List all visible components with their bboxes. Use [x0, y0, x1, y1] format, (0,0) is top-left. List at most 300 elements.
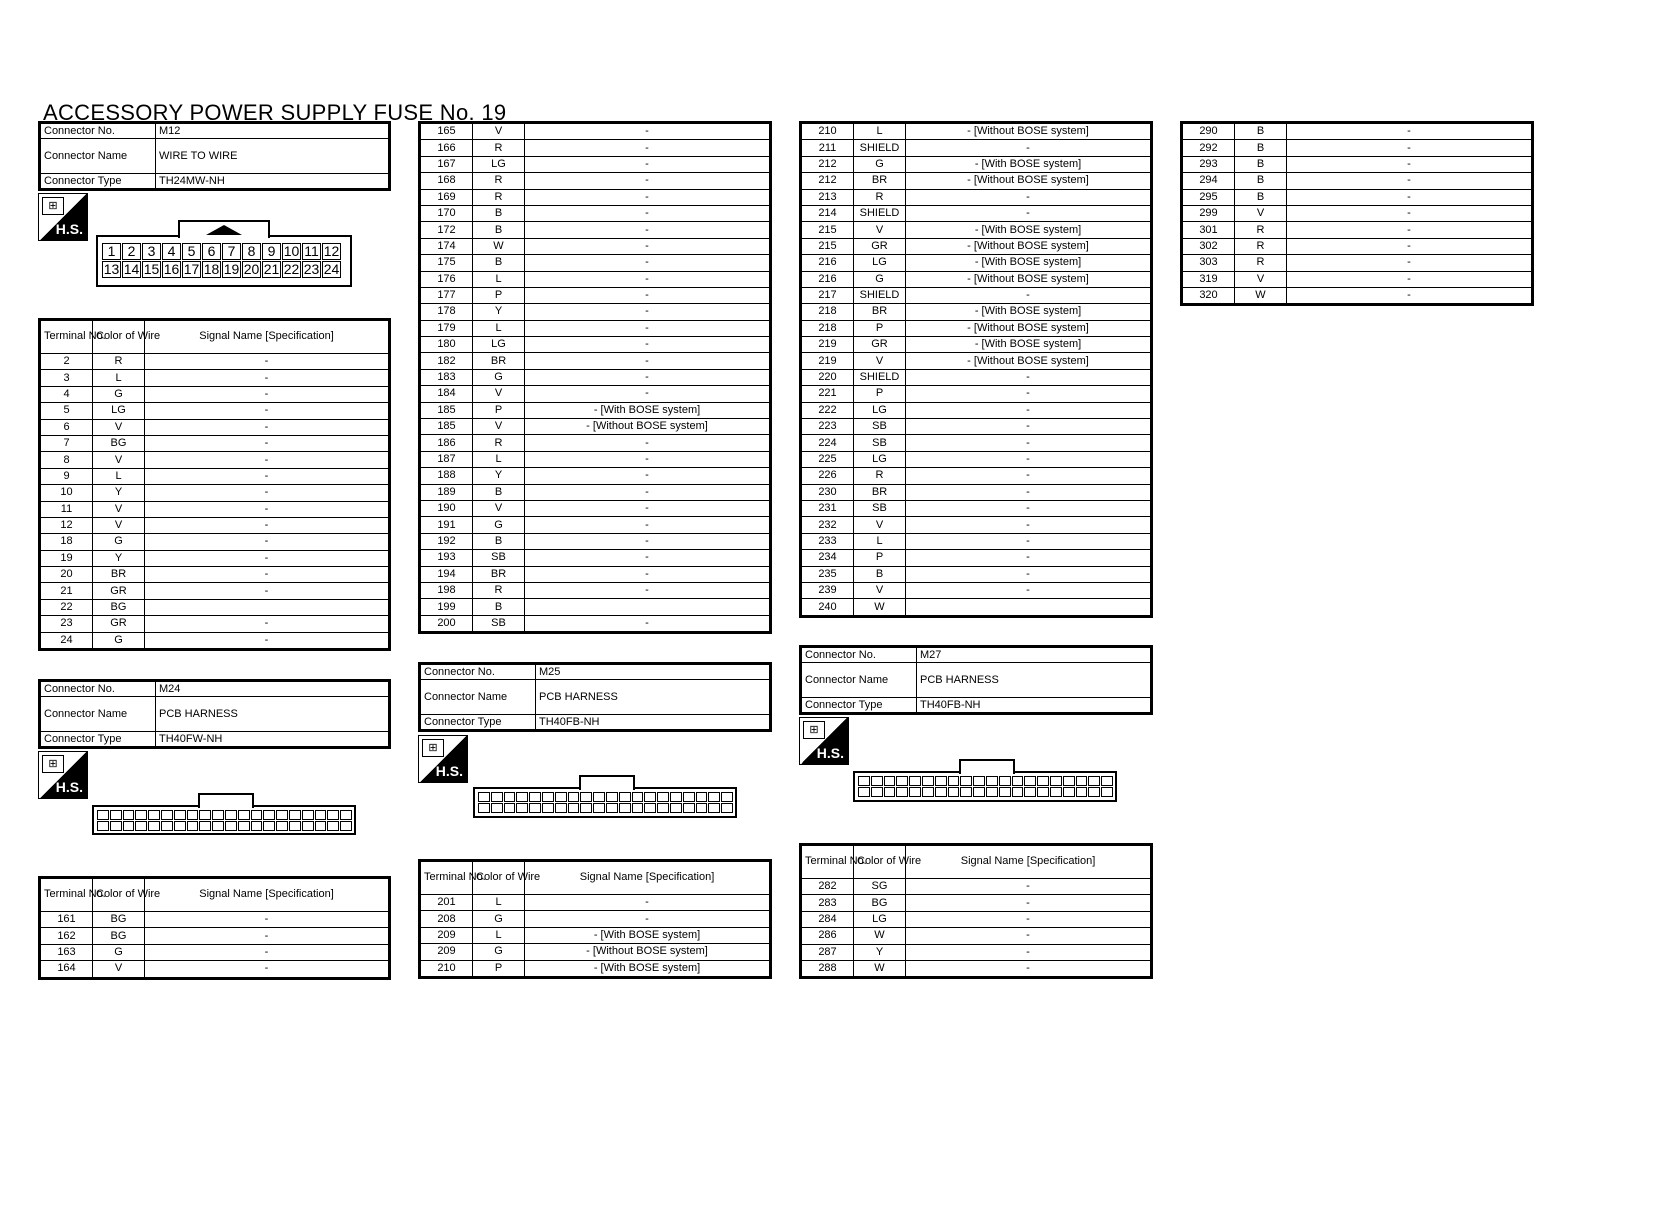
terminal-no-cell: 287	[802, 944, 854, 960]
table-row	[41, 517, 389, 533]
wire-color-cell: R	[1235, 238, 1287, 254]
terminal-no-cell: 215	[802, 238, 854, 254]
wire-color-cell: SHIELD	[854, 287, 906, 303]
connector-pin: 18	[203, 261, 220, 277]
connector-pin: 13	[103, 261, 120, 277]
connector-pin: 1	[102, 243, 121, 260]
wire-color-cell: V	[93, 961, 145, 977]
connector-name-label: Connector Name	[421, 680, 536, 715]
signal-name-cell: - [Without BOSE system]	[906, 238, 1151, 254]
terminal-no-cell: 301	[1183, 222, 1235, 238]
signal-name-cell: -	[525, 255, 770, 271]
wire-color-cell: G	[473, 911, 525, 927]
wire-color-cell: V	[473, 500, 525, 516]
table-row	[41, 961, 389, 977]
wire-color-cell: BG	[93, 435, 145, 451]
table-row	[421, 304, 770, 320]
signal-name-cell: -	[906, 550, 1151, 566]
table-row	[421, 911, 770, 927]
signal-header: Signal Name [Specification]	[145, 879, 389, 912]
table-row	[421, 566, 770, 582]
connector-latch	[178, 220, 270, 238]
table-row	[41, 354, 389, 370]
signal-name-cell: - [With BOSE system]	[906, 222, 1151, 238]
wire-color-cell: R	[854, 189, 906, 205]
wire-color-cell: SB	[473, 550, 525, 566]
wire-color-cell: W	[854, 599, 906, 615]
connector-type-label: Connector Type	[41, 732, 156, 747]
table-row	[1183, 173, 1532, 189]
signal-name-cell: - [With BOSE system]	[906, 337, 1151, 353]
terminal-no-cell: 220	[802, 369, 854, 385]
terminal-no-cell: 23	[41, 616, 93, 632]
terminal-no-cell: 230	[802, 484, 854, 500]
signal-name-cell: -	[525, 304, 770, 320]
table-row	[421, 944, 770, 960]
connector-name-value: PCB HARNESS	[156, 697, 389, 732]
table-row	[41, 485, 389, 501]
wire-color-cell: GR	[854, 238, 906, 254]
wire-color-cell: W	[854, 928, 906, 944]
table-row	[1183, 124, 1532, 140]
table-row	[41, 912, 389, 928]
wire-color-cell: SHIELD	[854, 205, 906, 221]
wire-color-cell: LG	[854, 451, 906, 467]
table-row	[41, 501, 389, 517]
signal-name-cell: -	[906, 386, 1151, 402]
terminal-no-cell: 286	[802, 928, 854, 944]
connector-pin: 19	[223, 261, 240, 277]
signal-name-cell	[525, 599, 770, 615]
terminal-no-cell: 24	[41, 632, 93, 648]
terminal-no-cell: 217	[802, 287, 854, 303]
table-row	[802, 911, 1151, 927]
signal-header: Signal Name [Specification]	[906, 846, 1151, 879]
wire-color-cell: BR	[473, 566, 525, 582]
wire-color-cell: Y	[473, 468, 525, 484]
connector-type-value: TH24MW-NH	[156, 174, 389, 189]
terminal-no-cell: 186	[421, 435, 473, 451]
table-row	[802, 140, 1151, 156]
wire-color-cell: R	[473, 173, 525, 189]
wire-color-cell: G	[473, 517, 525, 533]
wire-color-cell: Y	[93, 550, 145, 566]
signal-name-cell: -	[525, 238, 770, 254]
wire-color-cell: GR	[93, 583, 145, 599]
connector-name-label: Connector Name	[41, 139, 156, 174]
signal-name-cell: -	[145, 928, 389, 944]
hs-icon: ⊞ H.S.	[38, 751, 88, 799]
table-row	[802, 599, 1151, 615]
signal-name-cell: -	[525, 353, 770, 369]
terminal-no-cell: 167	[421, 156, 473, 172]
color-header: Color of Wire	[93, 321, 145, 354]
wire-color-cell: G	[93, 944, 145, 960]
terminal-no-cell: 226	[802, 468, 854, 484]
connector-name-label: Connector Name	[802, 663, 917, 698]
terminal-no-cell: 8	[41, 452, 93, 468]
signal-name-cell: -	[145, 403, 389, 419]
signal-name-cell: -	[145, 452, 389, 468]
signal-name-cell: -	[906, 140, 1151, 156]
table-row	[802, 222, 1151, 238]
connector-type-value: TH40FB-NH	[536, 715, 770, 730]
table-row	[41, 452, 389, 468]
table-row	[802, 369, 1151, 385]
table-row	[421, 419, 770, 435]
terminal-no-cell: 293	[1183, 156, 1235, 172]
terminal-no-cell: 234	[802, 550, 854, 566]
signal-name-cell: -	[525, 435, 770, 451]
terminal-no-cell: 288	[802, 960, 854, 976]
color-header: Color of Wire	[473, 862, 525, 895]
connector-pin: 9	[262, 243, 281, 260]
table-row	[421, 435, 770, 451]
terminal-no-cell: 184	[421, 386, 473, 402]
table-row	[421, 402, 770, 418]
connector-pin: 10	[283, 243, 300, 259]
wire-color-cell: SB	[854, 419, 906, 435]
m25-terminal-table	[418, 859, 772, 979]
signal-name-cell: -	[1287, 189, 1532, 205]
table-row	[421, 599, 770, 615]
wire-color-cell: BR	[93, 567, 145, 583]
table-row	[802, 582, 1151, 598]
connector-latch	[579, 775, 635, 790]
table-row	[802, 500, 1151, 516]
terminal-no-cell: 294	[1183, 173, 1235, 189]
wire-color-cell: R	[1235, 255, 1287, 271]
table-row	[802, 451, 1151, 467]
m24-terminal-table-continued	[418, 121, 772, 634]
wire-color-cell: V	[93, 452, 145, 468]
wire-color-cell: B	[1235, 173, 1287, 189]
signal-name-cell: -	[906, 287, 1151, 303]
wire-color-cell: P	[473, 287, 525, 303]
wire-color-cell: V	[473, 124, 525, 140]
signal-name-cell: - [Without BOSE system]	[906, 173, 1151, 189]
signal-name-cell: - [Without BOSE system]	[906, 124, 1151, 140]
terminal-no-cell: 216	[802, 271, 854, 287]
wire-color-cell: W	[854, 960, 906, 976]
terminal-no-cell: 168	[421, 173, 473, 189]
table-row	[802, 205, 1151, 221]
wire-color-cell: L	[473, 271, 525, 287]
table-row	[421, 582, 770, 598]
signal-name-cell: -	[906, 566, 1151, 582]
terminal-no-cell: 5	[41, 403, 93, 419]
wire-color-cell: V	[854, 222, 906, 238]
wire-color-cell: B	[473, 205, 525, 221]
wire-color-cell: W	[473, 238, 525, 254]
m25-connector-face	[473, 787, 737, 818]
terminal-no-cell: 240	[802, 599, 854, 615]
wire-color-cell: G	[93, 632, 145, 648]
terminal-no-cell: 295	[1183, 189, 1235, 205]
signal-name-cell: -	[525, 189, 770, 205]
terminal-no-cell: 183	[421, 369, 473, 385]
signal-name-cell: -	[525, 369, 770, 385]
hs-icon: ⊞ H.S.	[418, 735, 468, 783]
wire-color-cell: Y	[93, 485, 145, 501]
terminal-no-cell: 216	[802, 255, 854, 271]
signal-name-cell: -	[525, 895, 770, 911]
terminal-no-cell: 218	[802, 320, 854, 336]
connector-pin: 17	[183, 261, 200, 277]
signal-name-cell: - [Without BOSE system]	[906, 353, 1151, 369]
signal-name-cell: -	[145, 534, 389, 550]
terminal-no-cell: 283	[802, 895, 854, 911]
m27-info-table	[799, 645, 1153, 715]
signal-name-cell: -	[525, 156, 770, 172]
wire-color-cell: B	[473, 255, 525, 271]
signal-name-cell: -	[145, 517, 389, 533]
wire-color-cell: L	[854, 124, 906, 140]
table-row	[41, 419, 389, 435]
terminal-no-cell: 290	[1183, 124, 1235, 140]
wire-color-cell: R	[854, 468, 906, 484]
wire-color-cell: V	[93, 501, 145, 517]
signal-name-cell: -	[906, 879, 1151, 895]
wire-color-cell: P	[854, 550, 906, 566]
connector-pin: 22	[283, 261, 300, 277]
wire-color-cell: G	[473, 944, 525, 960]
signal-name-cell: -	[906, 435, 1151, 451]
table-row	[421, 615, 770, 631]
m25-terminal-table-continued	[799, 121, 1153, 618]
table-row	[421, 500, 770, 516]
signal-name-cell: -	[1287, 238, 1532, 254]
connector-no-value: M12	[156, 124, 389, 139]
m27-connector-face	[853, 771, 1117, 802]
table-row	[41, 567, 389, 583]
wire-color-cell: B	[473, 484, 525, 500]
table-row	[1183, 189, 1532, 205]
terminal-no-cell: 198	[421, 582, 473, 598]
table-row	[421, 451, 770, 467]
wire-color-cell: G	[473, 369, 525, 385]
signal-name-cell: -	[145, 632, 389, 648]
signal-name-cell: -	[525, 140, 770, 156]
signal-name-cell: -	[906, 468, 1151, 484]
table-row	[802, 895, 1151, 911]
table-row	[802, 271, 1151, 287]
connector-pin: 21	[263, 261, 280, 277]
signal-name-cell: -	[525, 533, 770, 549]
terminal-no-cell: 10	[41, 485, 93, 501]
table-row	[421, 369, 770, 385]
table-row	[802, 960, 1151, 976]
signal-name-cell: -	[525, 484, 770, 500]
connector-pin: 3	[142, 243, 161, 260]
connector-type-label: Connector Type	[421, 715, 536, 730]
terminal-no-cell: 2	[41, 354, 93, 370]
signal-name-cell: -	[145, 435, 389, 451]
signal-name-cell	[145, 599, 389, 615]
table-row	[802, 879, 1151, 895]
connector-type-label: Connector Type	[41, 174, 156, 189]
hs-icon: ⊞ H.S.	[799, 717, 849, 765]
connector-pin: 2	[122, 243, 141, 260]
table-row	[421, 517, 770, 533]
terminal-no-cell: 190	[421, 500, 473, 516]
signal-name-cell: - [With BOSE system]	[525, 402, 770, 418]
m25-pin-grid	[478, 792, 733, 813]
table-row	[802, 173, 1151, 189]
signal-name-cell: -	[525, 386, 770, 402]
wire-color-cell: LG	[854, 255, 906, 271]
table-row	[802, 386, 1151, 402]
connector-pin: 11	[302, 243, 321, 260]
wire-color-cell: L	[93, 370, 145, 386]
signal-name-cell: -	[906, 451, 1151, 467]
signal-header: Signal Name [Specification]	[525, 862, 770, 895]
table-row	[802, 566, 1151, 582]
table-row	[421, 287, 770, 303]
wire-color-cell: G	[93, 386, 145, 402]
connector-pin: 16	[163, 261, 180, 277]
signal-name-cell: -	[525, 550, 770, 566]
connector-no-value: M24	[156, 682, 389, 697]
table-row	[802, 189, 1151, 205]
signal-name-cell: -	[525, 582, 770, 598]
m24-pin-grid	[97, 810, 352, 831]
terminal-no-cell: 233	[802, 533, 854, 549]
terminal-no-cell: 302	[1183, 238, 1235, 254]
wire-color-cell: L	[93, 468, 145, 484]
terminal-no-cell: 18	[41, 534, 93, 550]
terminal-no-cell: 211	[802, 140, 854, 156]
wire-color-cell: SHIELD	[854, 140, 906, 156]
signal-name-cell: -	[145, 485, 389, 501]
table-row	[421, 320, 770, 336]
connector-pin: 15	[143, 261, 160, 277]
terminal-no-cell: 161	[41, 912, 93, 928]
table-row	[802, 353, 1151, 369]
table-row	[421, 255, 770, 271]
signal-name-cell: -	[1287, 287, 1532, 303]
terminal-no-cell: 19	[41, 550, 93, 566]
terminal-no-cell: 299	[1183, 205, 1235, 221]
connector-pin: 7	[222, 243, 241, 260]
color-header: Color of Wire	[854, 846, 906, 879]
wire-color-cell: L	[854, 533, 906, 549]
signal-name-cell: - [Without BOSE system]	[906, 320, 1151, 336]
connector-no-label: Connector No.	[802, 648, 917, 663]
terminal-no-cell: 188	[421, 468, 473, 484]
wire-color-cell: BG	[93, 599, 145, 615]
terminal-no-cell: 213	[802, 189, 854, 205]
wire-color-cell: B	[1235, 189, 1287, 205]
signal-name-cell: -	[906, 533, 1151, 549]
signal-name-cell: - [Without BOSE system]	[525, 944, 770, 960]
signal-name-cell: -	[145, 419, 389, 435]
terminal-no-cell: 303	[1183, 255, 1235, 271]
m12-connector-face	[96, 235, 352, 287]
terminal-no-cell: 193	[421, 550, 473, 566]
signal-name-cell: -	[1287, 255, 1532, 271]
signal-name-cell: -	[1287, 124, 1532, 140]
terminal-no-cell: 232	[802, 517, 854, 533]
connector-type-value: TH40FW-NH	[156, 732, 389, 747]
wire-color-cell: V	[1235, 271, 1287, 287]
wire-color-cell: P	[473, 960, 525, 976]
table-row	[421, 960, 770, 976]
wire-color-cell: BG	[93, 928, 145, 944]
terminal-no-cell: 320	[1183, 287, 1235, 303]
terminal-no-cell: 208	[421, 911, 473, 927]
wire-color-cell: SB	[854, 435, 906, 451]
table-row	[421, 386, 770, 402]
table-row	[802, 468, 1151, 484]
signal-name-cell: -	[525, 517, 770, 533]
table-row	[1183, 238, 1532, 254]
wire-color-cell: V	[93, 517, 145, 533]
wire-color-cell: P	[854, 320, 906, 336]
terminal-no-cell: 319	[1183, 271, 1235, 287]
connector-pin: 20	[243, 261, 260, 277]
terminal-no-cell: 212	[802, 173, 854, 189]
signal-name-cell: -	[906, 205, 1151, 221]
signal-name-cell: -	[906, 517, 1151, 533]
table-row	[802, 533, 1151, 549]
connector-pin: 14	[123, 261, 140, 277]
table-row	[802, 550, 1151, 566]
table-row	[41, 616, 389, 632]
terminal-no-cell: 175	[421, 255, 473, 271]
connector-name-label: Connector Name	[41, 697, 156, 732]
wire-color-cell: B	[473, 599, 525, 615]
wire-color-cell: R	[473, 435, 525, 451]
wire-color-cell: V	[93, 419, 145, 435]
signal-name-cell: -	[906, 189, 1151, 205]
signal-name-cell: -	[525, 271, 770, 287]
table-row	[421, 222, 770, 238]
wire-color-cell: R	[93, 354, 145, 370]
signal-name-cell: -	[906, 944, 1151, 960]
m12-info-table	[38, 121, 391, 191]
signal-name-cell: -	[1287, 156, 1532, 172]
table-row	[802, 238, 1151, 254]
connector-latch	[198, 793, 254, 808]
terminal-no-cell: 214	[802, 205, 854, 221]
signal-name-cell: -	[906, 500, 1151, 516]
terminal-no-cell: 219	[802, 337, 854, 353]
terminal-no-cell: 282	[802, 879, 854, 895]
signal-name-cell: -	[145, 961, 389, 977]
wire-color-cell: SB	[854, 500, 906, 516]
wire-color-cell: L	[473, 320, 525, 336]
table-row	[41, 370, 389, 386]
table-row	[421, 484, 770, 500]
connector-pin: 23	[303, 261, 320, 277]
wire-color-cell: SG	[854, 879, 906, 895]
table-row	[421, 337, 770, 353]
terminal-no-cell: 215	[802, 222, 854, 238]
wire-color-cell: BG	[93, 912, 145, 928]
terminal-no-cell: 187	[421, 451, 473, 467]
terminal-no-cell: 218	[802, 304, 854, 320]
connector-type-value: TH40FB-NH	[917, 698, 1151, 713]
wire-color-cell: LG	[854, 911, 906, 927]
connector-name-value: WIRE TO WIRE	[156, 139, 389, 174]
wire-color-cell: SB	[473, 615, 525, 631]
wire-color-cell: B	[854, 566, 906, 582]
harness-connector-icon: ⊞	[42, 197, 64, 215]
terminal-no-cell: 185	[421, 419, 473, 435]
terminal-no-cell: 166	[421, 140, 473, 156]
table-row	[1183, 271, 1532, 287]
